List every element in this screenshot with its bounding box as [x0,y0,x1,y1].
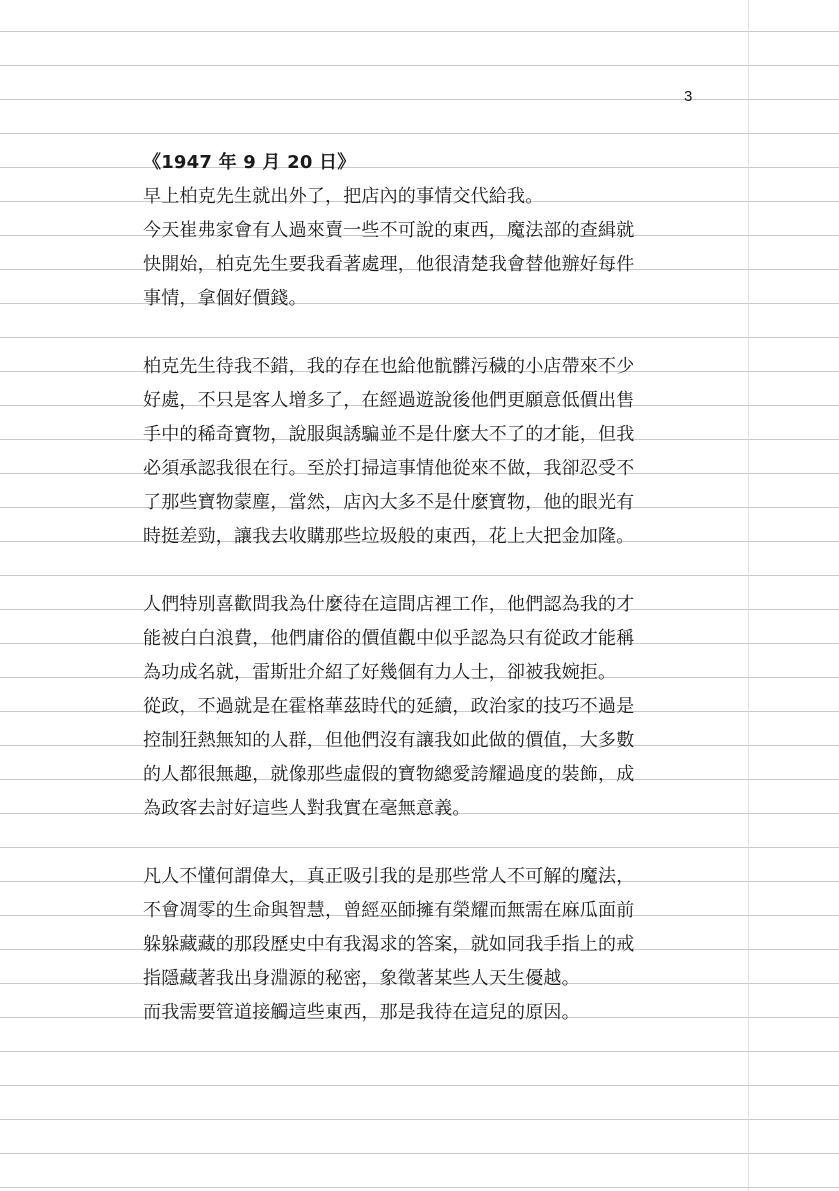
text-line: 為功成名就，雷斯壯介紹了好幾個有力人士，卻被我婉拒。 [143,662,617,683]
text-line: 躲躲藏藏的那段歷史中有我渴求的答案，就如同我手指上的戒 [143,934,635,955]
paragraph-gap [143,316,703,350]
paragraph-gap [143,826,703,860]
text-line: 了那些寶物蒙塵，當然，店內大多不是什麼寶物，他的眼光有 [143,492,635,513]
paragraph-gap [143,554,703,588]
page-number: 3 [684,88,693,105]
paragraph-3 [143,588,703,826]
text-line: 快開始，柏克先生要我看著處理，他很清楚我會替他辦好每件 [143,254,635,275]
text-line: 事情，拿個好價錢。 [143,288,307,309]
text-line: 能被白白浪費，他們庸俗的價值觀中似乎認為只有從政才能稱 [143,628,635,649]
text-line: 早上柏克先生就出外了，把店內的事情交代給我。 [143,186,544,207]
paragraph-2 [143,350,703,554]
text-line: 的人都很無趣，就像那些虛假的寶物總愛誇耀過度的裝飾，成 [143,764,635,785]
margin-line [748,0,749,1191]
date-heading: 《1947 年 9 月 20 日》 [143,152,356,173]
paragraph-4 [143,860,703,1030]
text-line: 控制狂熱無知的人群，但他們沒有讓我如此做的價值，大多數 [143,730,635,751]
text-line: 柏克先生待我不錯，我的存在也給他骯髒污穢的小店帶來不少 [143,356,635,377]
text-line: 好處，不只是客人增多了，在經過遊說後他們更願意低價出售 [143,390,635,411]
text-line: 指隱藏著我出身淵源的秘密，象徵著某些人天生優越。 [143,968,580,989]
text-line: 手中的稀奇寶物，說服與誘騙並不是什麼大不了的才能，但我 [143,424,635,445]
text-line: 而我需要管道接觸這些東西，那是我待在這兒的原因。 [143,1002,580,1023]
text-line: 為政客去討好這些人對我實在毫無意義。 [143,798,471,819]
diary-entry [143,146,703,1030]
text-line: 時挺差勁，讓我去收購那些垃圾般的東西，花上大把金加隆。 [143,526,635,547]
text-line: 今天崔弗家會有人過來賣一些不可說的東西，魔法部的查緝就 [143,220,635,241]
paragraph-1 [143,180,703,316]
text-line: 不會凋零的生命與智慧，曾經巫師擁有榮耀而無需在麻瓜面前 [143,900,635,921]
text-line: 必須承認我很在行。至於打掃這事情他從來不做，我卻忍受不 [143,458,635,479]
text-line: 人們特別喜歡問我為什麼待在這間店裡工作，他們認為我的才 [143,594,635,615]
text-line: 從政，不過就是在霍格華茲時代的延續，政治家的技巧不過是 [143,696,635,717]
text-line: 凡人不懂何謂偉大，真正吸引我的是那些常人不可解的魔法， [143,866,635,887]
